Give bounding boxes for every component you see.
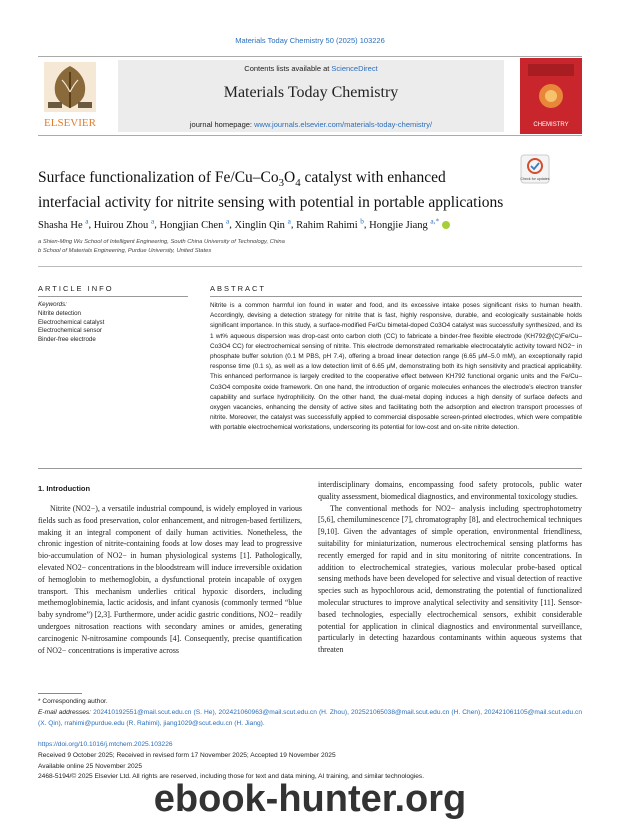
article-title <box>38 168 508 212</box>
homepage-line <box>118 120 504 129</box>
paragraph: interdisciplinary domains, encompassing food safety protocols, public water quality assessment, biomedical diagnostics, and environmental toxicology studies. <box>318 480 582 501</box>
author-list: Shasha He $^a$, Huirou Zhou $^a$, Hongjian Chen $^a$, Xinglin Qin $^a$, Rahim Rahimi $^b$, Hongjie Jiang $^{a,*}$ <box>38 216 578 231</box>
journal-cover-image <box>520 58 582 134</box>
author[interactable] <box>369 216 440 231</box>
copyright: 2468-5194/© 2025 Elsevier Ltd. All rights are reserved, including those for text and data mining, AI training, and similar technologies. <box>38 773 425 781</box>
affiliations <box>38 238 285 256</box>
orcid-icon[interactable] <box>442 221 450 229</box>
doi-link[interactable]: https://doi.org/10.1016/j.mtchem.2025.103226 <box>38 741 173 748</box>
title-subscript: 4 <box>295 177 301 190</box>
journal-title: Materials Today Chemistry <box>223 84 399 101</box>
publication-info <box>38 740 582 783</box>
affiliation-marker[interactable]: a <box>225 216 230 225</box>
email-links[interactable]: 202410192551@mail.scut.edu.cn (S. He), 202421060963@mail.scut.edu.cn (H. Zhou), 202521065038@mail.scut.edu.cn (H. Chen), 202421061105@mail.scut.edu.cn (X. Qin), rrahimi@purdue.edu (R. Rahimi), jiang1029@scut.edu.cn (H. Jiang). <box>38 708 582 727</box>
footnote <box>38 697 582 729</box>
corresponding-author-note: * Corresponding author. <box>38 698 108 705</box>
article-info-heading: ARTICLE INFO <box>38 284 114 293</box>
keyword: Binder-free electrode <box>38 335 96 343</box>
elsevier-logo <box>38 58 102 134</box>
title-subscript: 3 <box>278 177 285 190</box>
title-part: catalyst with enhanced <box>300 169 446 186</box>
keyword: Electrochemical catalyst <box>38 318 105 326</box>
sciencedirect-link[interactable]: ScienceDirect <box>331 64 378 73</box>
author-name: Hongjian Chen <box>159 219 224 231</box>
affiliation-marker[interactable]: a <box>150 216 155 225</box>
author-name: Huirou Zhou <box>93 219 149 231</box>
paragraph: Nitrite (NO2−), a versatile industrial compound, is widely employed in various fields such as food preservation, color enhancement, and nitrogen-based fertilizers, making it an integral component of daily human activities. Nonetheless, the chronic ingestion of nitrite-containing foods at low doses may lead to progressive bio-accumulation of NO2− in human physiological systems [1]. Pathologically, elevated NO2− concentrations in the bloodstream will induce irreversible oxidation of hemoglobin to methemoglobin, a dysfunctional protein incapable of oxygen transport. This mechanism underlies critical hypoxic disorders, including methemoglobinemia, lactic acidosis, and infant cyanosis (commonly termed “blue baby syndrome”) [2,3]. Furthermore, under acidic gastric conditions, NO2− readily undergoes nitrosation reactions with secondary amines or amides, generating carcinogenic N-nitrosamine compounds [4]. Consequently, precise quantification of NO2− concentrations is imperative across <box>38 504 302 655</box>
email-label: E-mail addresses: <box>38 708 94 716</box>
title-part: Surface functionalization of Fe/Cu–Co <box>38 169 279 186</box>
author-name: Rahim Rahimi <box>296 219 358 231</box>
affiliation-marker[interactable]: b <box>360 216 364 225</box>
abstract-text: Nitrite is a common harmful ion found in water and food, and its excessive intake poses significant risks to human health. Accordingly, devising a detection strategy for nitrite that is fast, highly responsive, durable, and ecologically sustainable holds significant importance. In this study, a surface-modified Fe/Cu bimetal-doped Co3O4 catalyst was successfully synthesized, and its 1 wt% aqueous dispersion was drop-cast onto carbon cloth (CC) to fabricate a binder-free flexible electrode (KH792@(C)Fe/Cu–Co3O4 CC) for electrochemical sensing of nitrite. This electrode demonstrated remarkable electrocatalytic activity toward NO2− in phosphate buffer solution (0.1 M PBS, pH 7.4), offering a broad linear detection range (6.65 μM–5.0 mM), an exceptionally rapid response time (0.1 s), as well as a low detection limit of 6.65 μM, demonstrating both its high sensitivity and practical applicability. This enhanced performance is largely credited to the cooperative effect between KH792 functional organic units and the Fe/Cu–Co3O4 composite oxide framework. On one hand, the introduction of organic molecules enhances the electrode’s electron transfer capability and surface hydrophilicity. On the other hand, the dual-metal doping induces a high density of surface defects and oxygen vacancies, enhancing the density of active sites and facilitating both the adsorption and electron transport processes of nitrite. Moreover, the catalyst was successfully applied to commercial disposable screen-printed electrodes, which were compatible with portable electrochemical workstations, underscoring its potential for low-cost and on-site nitrite detection. <box>210 302 582 432</box>
divider <box>38 468 582 469</box>
author-name: Shasha He <box>38 219 83 231</box>
keyword: Nitrite detection <box>38 310 81 317</box>
author[interactable] <box>296 216 364 231</box>
contents-line <box>118 64 504 73</box>
check-for-updates-icon[interactable] <box>520 154 550 184</box>
section-heading-introduction: 1. Introduction <box>38 484 91 493</box>
paragraph: The conventional methods for NO2− analysis including spectrophotometry [5,6], chemiluminescence [7], chromatography [8], and electrochemical techniques [9,10]. Given the advantages of simple operation, environmental friendliness, suitability for miniaturization, numerous electrochemical sensing platforms has recently emerged for rapid and in situ monitoring of nitrite concentrations. In addition to electrochemical strategies, various molecular probe-based optical sensing methods have been developed for selective and visual detection of reactive species such as hypochlorous acid, demonstrating the potential of functionalized molecular structures to improve analytical selectivity and sensitivity [11]. Sensor-based technologies, especially electrochemical sensors, exhibit considerable potential for application in clinical diagnostics and environmental surveillance, particularly in detecting hazardous contaminants within aqueous systems that threaten <box>318 503 582 655</box>
author[interactable] <box>159 216 230 231</box>
abstract-heading: ABSTRACT <box>210 284 267 293</box>
svg-text:Check for updates: Check for updates <box>520 177 550 181</box>
svg-text:ELSEVIER: ELSEVIER <box>44 117 96 129</box>
contents-prefix: Contents lists available at <box>244 64 332 73</box>
keyword-list <box>38 310 104 344</box>
affiliation-a: a Shien-Ming Wu School of Intelligent Engineering, South China University of Technology, China <box>38 239 285 245</box>
author[interactable] <box>93 216 155 231</box>
keyword: Electrochemical sensor <box>38 327 102 335</box>
affiliation-b: b School of Materials Engineering, Purdue University, United States <box>38 248 212 254</box>
author[interactable] <box>38 216 89 231</box>
author[interactable] <box>234 216 291 231</box>
keywords-label: Keywords: <box>38 301 67 308</box>
svg-text:CHEMISTRY: CHEMISTRY <box>533 122 569 128</box>
author-name: Hongjie Jiang <box>369 219 428 231</box>
divider <box>38 266 582 267</box>
divider <box>38 296 188 297</box>
title-part: interfacial activity for nitrite sensing with potential in portable applications <box>38 194 504 212</box>
journal-homepage-link[interactable]: www.journals.elsevier.com/materials-today-chemistry/ <box>254 120 433 129</box>
footnote-divider <box>38 693 82 694</box>
watermark: ebook-hunter.org <box>153 778 467 820</box>
body-column-left <box>38 503 302 656</box>
received-dates: Received 9 October 2025; Received in revised form 17 November 2025; Accepted 19 November 2025 <box>38 751 336 759</box>
divider <box>210 296 582 297</box>
affiliation-marker[interactable]: a <box>85 216 89 225</box>
author-name: Xinglin Qin <box>234 219 285 231</box>
affiliation-marker[interactable]: a <box>287 216 291 225</box>
affiliation-marker[interactable]: a,* <box>430 216 440 225</box>
journal-reference-link[interactable]: Materials Today Chemistry 50 (2025) 103226 <box>235 36 385 45</box>
title-part: O <box>284 169 296 186</box>
body-column-right <box>318 479 582 656</box>
available-online: Available online 25 November 2025 <box>38 762 142 770</box>
homepage-prefix: journal homepage: <box>189 120 255 129</box>
